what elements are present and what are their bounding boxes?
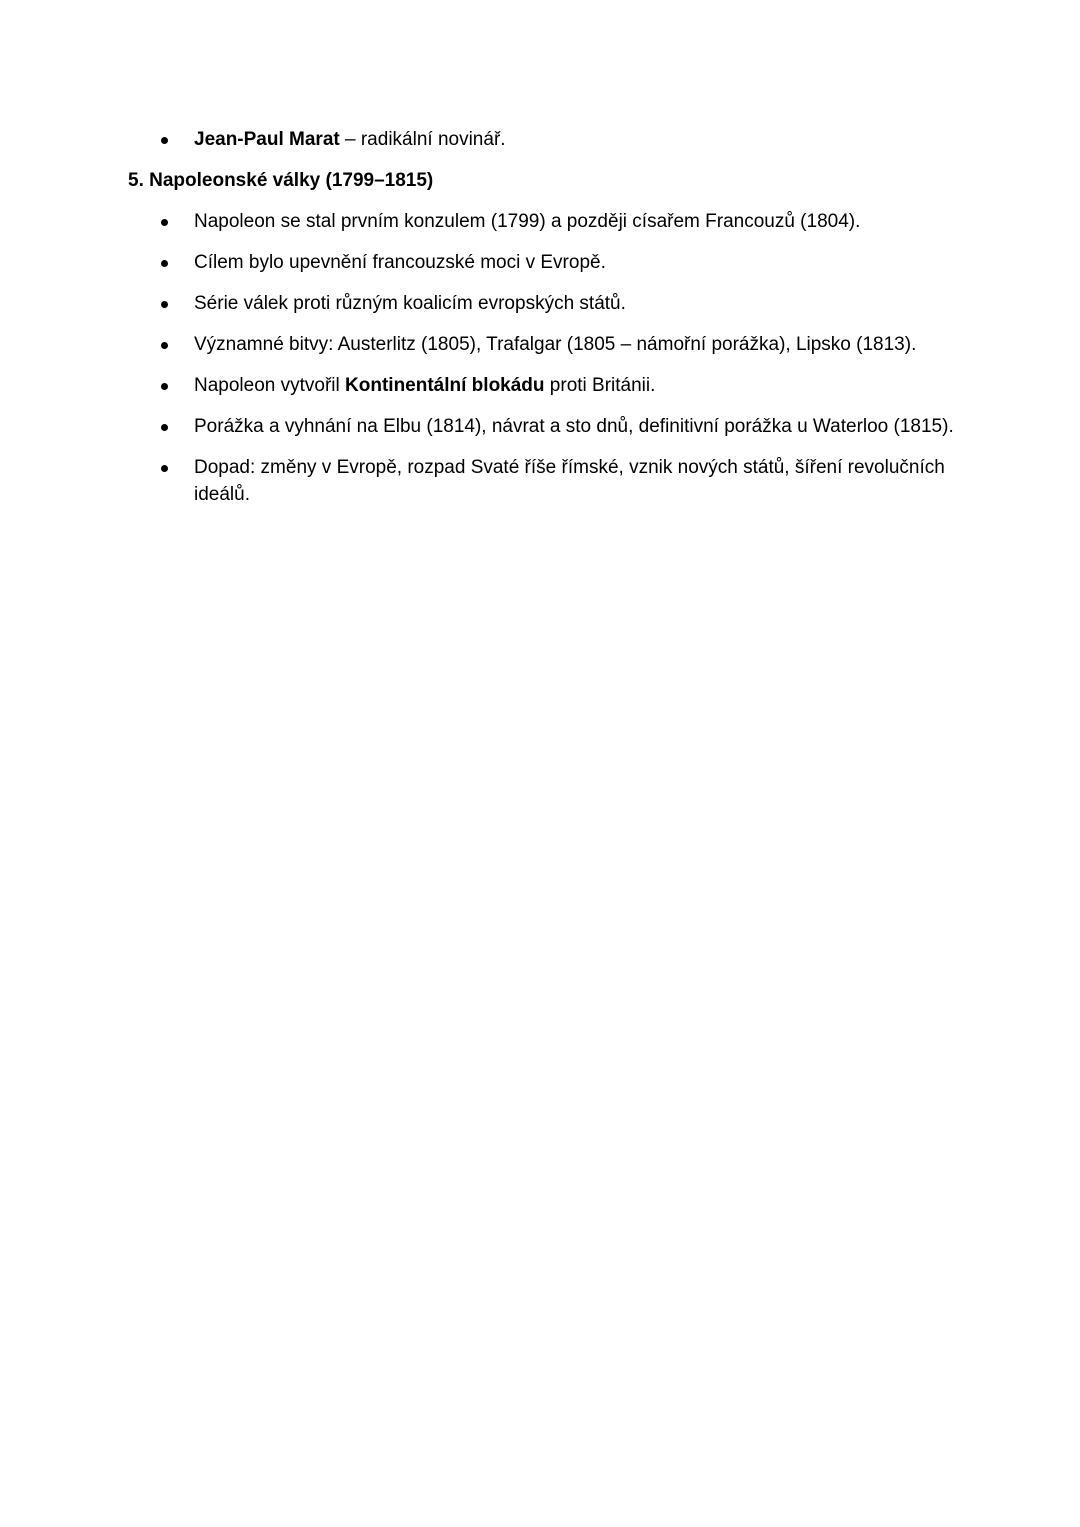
list-item-text-after: proti Británii. [544,375,656,396]
list-item [128,331,968,358]
section-list [128,208,968,508]
list-item [128,126,968,153]
list-item-text-before: Napoleon vytvořil [194,375,346,396]
bullet-icon [161,260,168,267]
bullet-icon [161,424,168,431]
person-name: Jean-Paul Marat [194,129,340,150]
bullet-icon [161,465,168,472]
list-item [128,454,968,508]
list-item-text: Série válek proti různým koalicím evropských států. [194,293,626,314]
list-item-text: Významné bitvy: Austerlitz (1805), Trafalgar (1805 – námořní porážka), Lipsko (1813). [194,334,917,355]
bullet-icon [161,219,168,226]
person-description: – radikální novinář. [339,129,506,150]
list-item-text: Porážka a vyhnání na Elbu (1814), návrat a sto dnů, definitivní porážka u Waterloo (1815). [194,416,954,437]
list-item [128,208,968,235]
document-content [128,126,968,522]
section-heading: 5. Napoleonské války (1799–1815) [128,170,434,191]
list-item [128,372,968,399]
list-item [128,249,968,276]
bullet-icon [161,137,168,144]
list-item-text: Dopad: změny v Evropě, rozpad Svaté říše římské, vznik nových států, šíření revolučních ideálů. [194,457,945,505]
list-item-text: Cílem bylo upevnění francouzské moci v Evropě. [194,252,606,273]
list-item-emphasis: Kontinentální blokádu [345,375,545,396]
bullet-icon [161,383,168,390]
list-item [128,413,968,440]
list-item-text: Napoleon se stal prvním konzulem (1799) a později císařem Francouzů (1804). [194,211,861,232]
list-item [128,290,968,317]
previous-section-list [128,126,968,153]
bullet-icon [161,301,168,308]
bullet-icon [161,342,168,349]
